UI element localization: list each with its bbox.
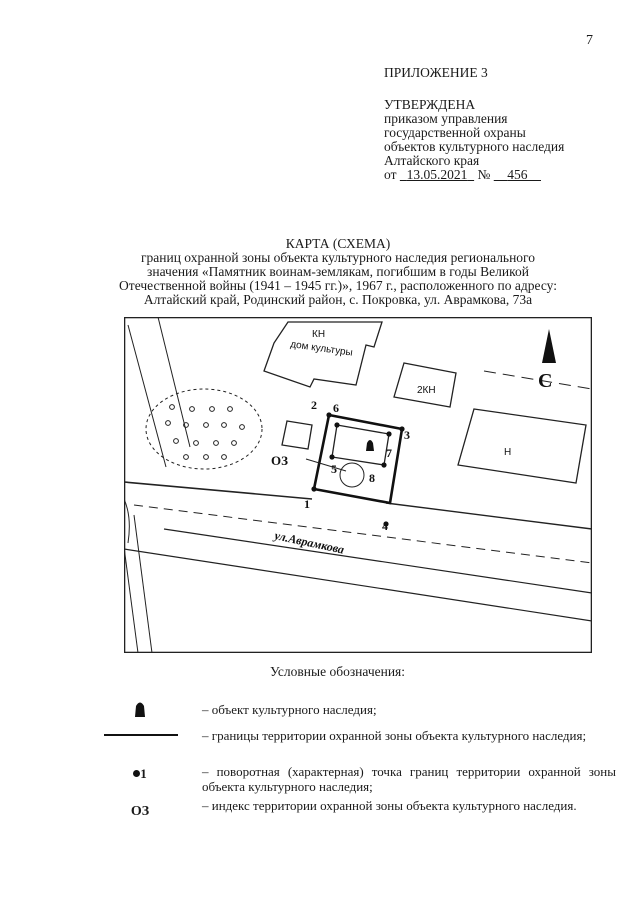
approval-line-2: государственной охраны <box>384 125 526 140</box>
legend-boundary-line <box>104 734 178 736</box>
date-prefix: от <box>384 167 397 182</box>
heading-line-2: значения «Памятник воинам-землякам, погибшим в годы Великой <box>147 264 529 279</box>
legend-text: – границы территории охранной зоны объекта культурного наследия; <box>202 728 587 743</box>
approval-line-4: Алтайского края <box>384 153 480 168</box>
building-2kn-label: 2КН <box>417 385 436 396</box>
legend-text: – объект культурного наследия; <box>202 702 377 717</box>
order-line <box>384 168 624 182</box>
appendix-title: ПРИЛОЖЕНИЕ 3 <box>384 65 488 80</box>
point-label-5: 5 <box>331 462 337 476</box>
map-scheme <box>124 317 592 653</box>
approval-line-3: объектов культурного наследия <box>384 139 565 154</box>
approval-line-1: приказом управления <box>384 111 508 126</box>
legend-title: Условные обозначения: <box>270 664 406 679</box>
monument-icon <box>133 702 147 718</box>
point-label-6: 6 <box>333 401 339 415</box>
point-label-4: 4 <box>382 519 388 533</box>
order-date: 13.05.2021 <box>406 167 468 182</box>
point-label-8: 8 <box>369 471 375 485</box>
legend-text: – поворотная (характерная) точка границ территории охранной зоны объекта культурного наследия; <box>202 764 616 794</box>
legend-point-symbol: 1 <box>100 766 180 781</box>
building-dom-label: дом культуры <box>289 339 354 359</box>
number-prefix: № <box>477 167 491 182</box>
heading-line-1: границ охранной зоны объекта культурного наследия регионального <box>140 250 536 265</box>
map-heading <box>88 237 588 307</box>
building-n-label: Н <box>504 447 512 458</box>
approval-block <box>384 66 624 182</box>
north-label: С <box>538 370 553 392</box>
map-title: КАРТА (СХЕМА) <box>285 236 391 251</box>
legend-text: – индекс территории охранной зоны объекта культурного наследия. <box>202 798 577 813</box>
order-number: 456 <box>507 167 528 182</box>
legend-index-symbol: ОЗ <box>130 804 150 819</box>
point-label-3: 3 <box>404 428 410 442</box>
heading-line-4: Алтайский край, Родинский район, с. Покровка, ул. Аврамкова, 73а <box>143 292 533 307</box>
building-kn-label: КН <box>312 329 326 340</box>
zone-index-label: ОЗ <box>271 453 288 468</box>
approved-label: УТВЕРЖДЕНА <box>384 97 476 112</box>
legend-object-symbol <box>100 702 180 721</box>
street-label: ул.Аврамкова <box>273 528 346 557</box>
point-label-1: 1 <box>304 497 310 511</box>
page-number: 7 <box>586 33 593 48</box>
point-label-2: 2 <box>311 398 317 412</box>
point-label-7: 7 <box>386 446 392 460</box>
heading-line-3: Отечественной войны (1941 – 1945 гг.)», 1967 г., расположенного по адресу: <box>119 278 557 293</box>
